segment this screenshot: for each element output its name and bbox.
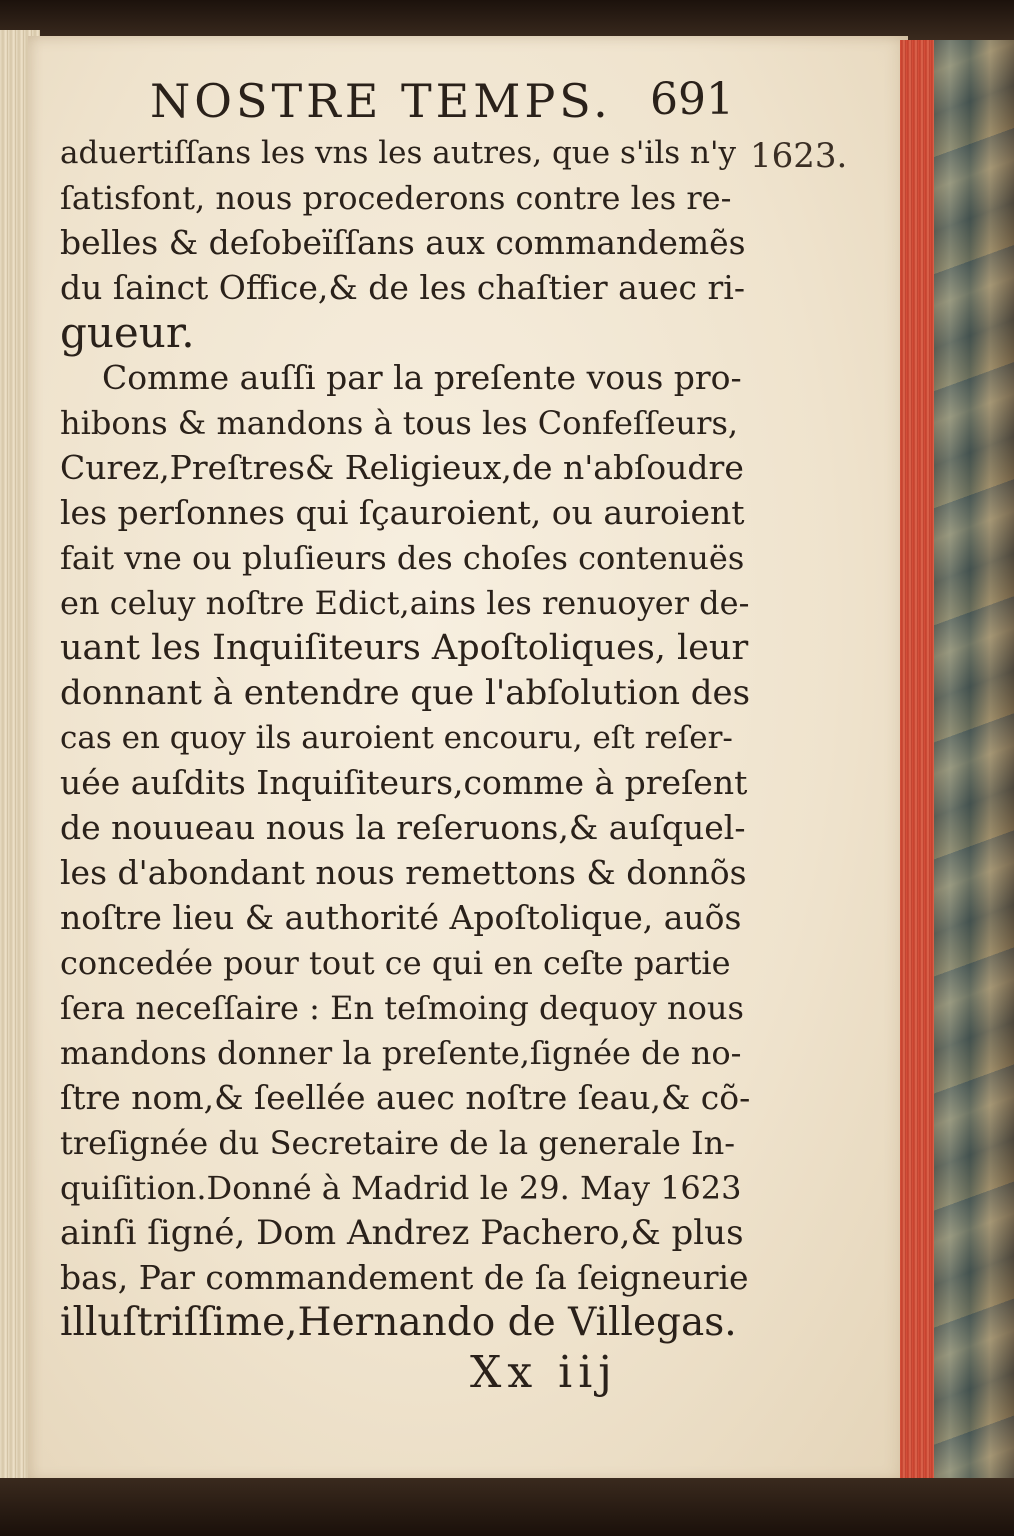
- text-line: de nouueau nous la reſeruons,& auſquel-: [60, 808, 746, 847]
- text-line: hibons & mandons à tous les Confeſſeurs,: [60, 404, 739, 442]
- text-line: ainſi ſigné, Dom Andrez Pachero,& plus: [60, 1213, 744, 1253]
- text-line: fait vne ou pluſieurs des choſes contenuës: [60, 539, 745, 577]
- text-line: Comme auſſi par la preſente vous pro-: [60, 358, 742, 397]
- text-line: Curez,Preſtres& Religieux,de n'abſoudre: [60, 448, 744, 487]
- text-line: quiſition.Donné à Madrid le 29. May 1623: [60, 1169, 742, 1207]
- text-line: bas, Par commandement de ſa ſeigneurie: [60, 1258, 749, 1297]
- text-line: en celuy noſtre Edict,ains les renuoyer de-: [60, 584, 750, 622]
- text-line: ſtre nom,& ſeellée auec noſtre ſeau,& cõ-: [60, 1078, 751, 1117]
- text-line: mandons donner la preſente,ſignée de no-: [60, 1034, 742, 1072]
- page-number: 691: [650, 74, 734, 125]
- red-page-edge: [900, 40, 934, 1480]
- text-line: noſtre lieu & authorité Apoſtolique, auõs: [60, 898, 742, 937]
- text-line: illuſtriſſime,Hernando de Villegas.: [60, 1300, 737, 1345]
- text-line: uée auſdits Inquiſiteurs,comme à preſent: [60, 763, 748, 802]
- margin-note-year: 1623.: [750, 136, 848, 176]
- text-line: les perſonnes qui ſçauroient, ou auroient: [60, 493, 745, 532]
- text-line: du ſainct Office,& de les chaſtier auec ri-: [60, 268, 746, 307]
- text-line: treſignée du Secretaire de la generale In-: [60, 1124, 735, 1162]
- text-line: les d'abondant nous remettons & donnõs: [60, 853, 747, 892]
- text-line: belles & deſobeïſſans aux commandemẽs: [60, 223, 746, 262]
- text-line: concedée pour tout ce qui en ceſte partie: [60, 944, 731, 982]
- frame-bottom: [0, 1478, 1014, 1536]
- text-line: donnant à entendre que l'abſolution des: [60, 673, 751, 713]
- running-head-title: NOSTRE TEMPS.: [150, 74, 612, 128]
- text-line: aduertiſſans les vns les autres, que s'ils n'y: [60, 135, 736, 171]
- signature-mark: Xx iij: [470, 1347, 618, 1398]
- frame-top: [0, 0, 1014, 40]
- marbled-cover-texture: [934, 40, 1014, 1480]
- text-line: gueur.: [60, 308, 195, 357]
- text-line: ſatisfont, nous procederons contre les re-: [60, 179, 732, 217]
- text-line: uant les Inquiſiteurs Apoſtoliques, leur: [60, 628, 749, 668]
- text-line: cas en quoy ils auroient encouru, eſt reſer-: [60, 720, 733, 756]
- text-line: ſera neceſſaire : En teſmoing dequoy nous: [60, 989, 744, 1027]
